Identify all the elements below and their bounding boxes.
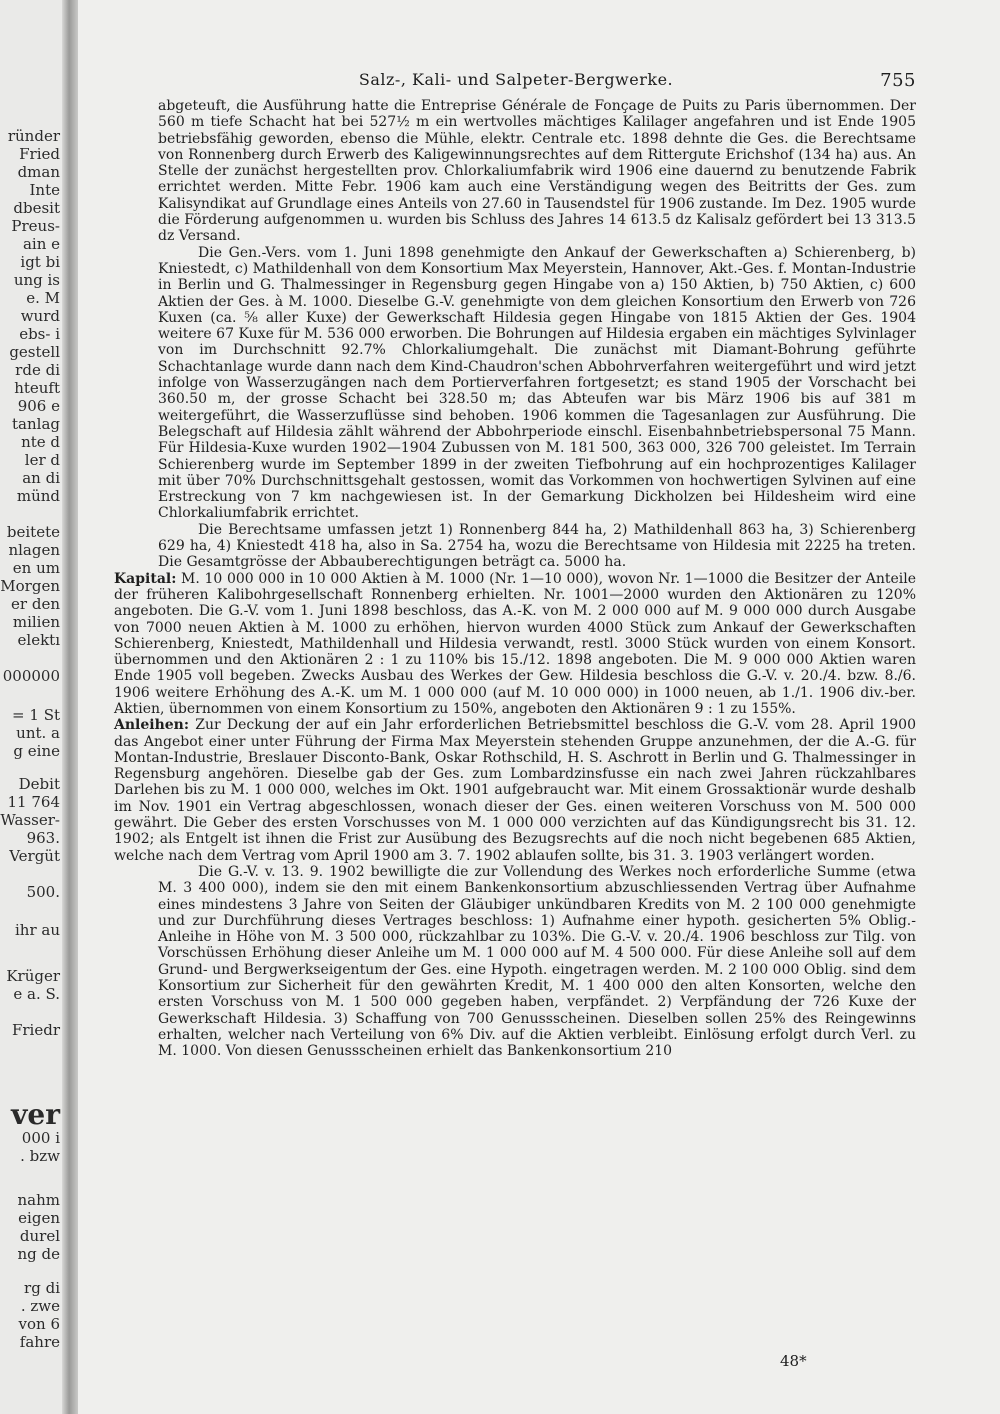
margin-fragment: durel: [19, 1227, 60, 1245]
margin-fragment: unt. a: [16, 724, 60, 742]
paragraph-text: Die Gen.-Vers. vom 1. Juni 1898 genehmigte den Ankauf der Gewerkschaften a) Schierenberg, b) Kniestedt, c) Mathildenhall von dem Konsortium Max Meyerstein, Hannover, Akt.-Ges. f. Montan-Industrie in Berlin und G. Thalmessinger in Regensburg gegen Hingabe von a) 150 Aktien, b) 750 Aktien, c) 600 Aktien der Ges. à M. 1000. Dieselbe G.-V. genehmigte von dem gleichen Konsortium den Erwerb von 726 Kuxen (ca. ⁵⁄₈ aller Kuxe) der Gewerkschaft Hildesia gegen Hingabe von 1815 Aktien der Ges. 1904 weitere 67 Kuxe für M. 536 000 erworben. Die Bohrungen auf Hildesia ergaben ein mächtiges Sylvinlager von im Durchschnitt 92.7% Chlorkaliumgehalt. Die zunächst mit Diamant-Bohrung geführte Schachtanlage wurde dann nach dem Kind-Chaudron'schen Abbohrverfahren weitergeführt und wird jetzt infolge von Wasserzugängen nach dem Portierverfahren fortgesetzt; es stand 1905 der Vorschacht bei 360.50 m, der grosse Schacht bei 328.50 m; das Abteufen war bis März 1906 bis auf 381 m weitergeführt, die Wasserzuflüsse sind behoben. 1906 kommen die Tagesanlagen zur Ausführung. Die Belegschaft auf Hildesia zählt während der Abbohrperiode einschl. Eisenbahnbetriebspersonal 75 Mann. Für Hildesia-Kuxe wurden 1902—1904 Zubussen von M. 181 500, 363 000, 326 700 geleistet. Im Terrain Schierenberg wurde im September 1899 in der zweiten Tiefbohrung auf ein hochprozentiges Kalilager mit über 70% Durchschnittsgehalt gestossen, womit das Vorkommen von hochwertigen Sylvinen auf eine Erstreckung von 7 km nachgewiesen ist. In der Gemarkung Dickholzen bei Hildesheim wird eine Chlorkaliumfabrik errichtet.: [158, 244, 916, 522]
margin-fragment: hteuft: [14, 379, 60, 397]
margin-fragment: ihr au: [15, 921, 60, 939]
margin-fragment: an di: [22, 469, 60, 487]
margin-fragment: beitete: [6, 523, 60, 541]
paragraph: [158, 98, 916, 245]
section-label: Anleihen:: [114, 717, 190, 734]
running-title: Salz-, Kali- und Salpeter-Bergwerke.: [358, 70, 674, 89]
paragraph: [158, 245, 916, 522]
paragraph-text: abgeteuft, die Ausführung hatte die Entreprise Générale de Fonçage de Puits zu Paris übernommen. Der 560 m tiefe Schacht hat bei 527½ m ein wertvolles mächtiges Kalilager angefahren und ist Ende 1905 betriebsfähig geworden, ebenso die Mühle, elektr. Centrale etc. 1898 dehnte die Ges. die Berechtsame von Ronnenberg durch Erwerb des Kaligewinnungsrechtes auf dem Rittergute Erichshof (134 ha) aus. An Stelle der zunächst hergestellten prov. Chlorkaliumfabrik wird 1906 eine dauernd zu benutzende Fabrik errichtet werden. Mitte Febr. 1906 kam auch eine Verständigung wegen des Beitritts der Ges. zum Kalisyndikat auf Grundlage eines Anteils von 27.60 in Tausendstel für 1906 zustande. Im Dez. 1905 wurde die Förderung aufgenommen u. wurden bis Schluss des Jahres 14 613.5 dz Kalisalz gefördert bei 13 313.5 dz Versand.: [158, 98, 916, 245]
margin-fragment: Fried: [19, 145, 60, 163]
margin-fragment: . bzw: [20, 1147, 60, 1165]
margin-fragment: ler d: [24, 451, 60, 469]
page: [116, 70, 916, 1060]
margin-fragment: g eine: [13, 742, 60, 760]
margin-fragment: ründer: [7, 127, 60, 145]
margin-fragment: von 6: [18, 1315, 60, 1333]
margin-fragment: nlagen: [8, 541, 60, 559]
margin-fragment: Vergüt: [9, 847, 60, 865]
margin-fragment: 963.: [26, 829, 60, 847]
margin-fragment: eigen: [18, 1209, 60, 1227]
margin-fragment: ebs- i: [19, 325, 60, 343]
margin-fragment: ng de: [17, 1245, 60, 1263]
margin-fragment: rde di: [15, 361, 60, 379]
margin-fragment: rg di: [24, 1279, 60, 1297]
margin-fragment: . zwe: [20, 1297, 60, 1315]
section-label: Kapital:: [114, 570, 177, 587]
margin-fragment: 000000: [2, 667, 60, 685]
margin-fragment: wurd: [20, 307, 60, 325]
running-header: [116, 70, 916, 98]
margin-fragment: dbesit: [13, 199, 60, 217]
margin-fragment: gestell: [9, 343, 60, 361]
body-text: [116, 98, 916, 1060]
paragraph-text: Die Berechtsame umfassen jetzt 1) Ronnenberg 844 ha, 2) Mathildenhall 863 ha, 3) Schierenberg 629 ha, 4) Kniestedt 418 ha, also in Sa. 2754 ha, wozu die Berechtsame von Hildesia mit 2225 ha treten. Die Gesamtgrösse der Abbauberechtigungen beträgt ca. 5000 ha.: [158, 521, 916, 571]
margin-fragment: 000 i: [21, 1129, 60, 1147]
paragraph: [114, 571, 916, 718]
margin-fragment: en um: [12, 559, 60, 577]
margin-fragment: ung is: [13, 271, 60, 289]
book-gutter: [62, 0, 78, 1414]
margin-fragment: ain e: [22, 235, 60, 253]
margin-fragment: milien: [12, 613, 60, 631]
margin-fragment: Krüger: [6, 967, 60, 985]
margin-fragment: Debit: [18, 775, 60, 793]
margin-fragment: münd: [16, 487, 60, 505]
margin-fragment: Preus-: [11, 217, 60, 235]
paragraph: [158, 864, 916, 1060]
margin-fragment: dman: [17, 163, 60, 181]
paragraph-text: Zur Deckung der auf ein Jahr erforderlichen Betriebsmittel beschloss die G.-V. vom 28. April 1900 das Angebot einer unter Führung der Firma Max Meyerstein stehenden Gruppe anzunehmen, der die A.-G. für Montan-Industrie, Breslauer Disconto-Bank, Oskar Rothschild, H. S. Aschrott in Berlin und G. Thalmessinger in Regensburg angehören. Dieselbe gab der Ges. zum Lombardzinsfusse ein nach zwei Jahren rückzahlbares Darlehen bis zu M. 1 000 000, welches im Okt. 1901 aufgebraucht war. Mit einem Grossaktionär wurde deshalb im Nov. 1901 ein Vertrag abgeschlossen, wonach dieser der Ges. einen weiteren Vorschuss von M. 500 000 gewährt. Die Geber des ersten Vorschusses von M. 1 000 000 verzichten auf das Kündigungsrecht bis 31. 12. 1902; als Entgelt ist ihnen die Frist zur Ausübung des Bezugsrechts auf die noch nicht begebenen 685 Aktien, welche nach dem Vertrag vom April 1900 am 3. 7. 1902 ablaufen sollte, bis 31. 3. 1903 verlängert worden.: [114, 717, 916, 864]
paragraph: [114, 717, 916, 864]
margin-fragment: nte d: [21, 433, 60, 451]
margin-fragment: nahm: [17, 1191, 60, 1209]
paragraph-text: Die G.-V. v. 13. 9. 1902 bewilligte die zur Vollendung des Werkes noch erforderliche Summe (etwa M. 3 400 000), indem sie den mit einem Bankenkonsortium abzuschliessenden Vertrag über Aufnahme eines mindestens 3 Jahre von Seiten der Gläubiger unkündbaren Kredits von M. 2 100 000 genehmigte und zur Durchführung dieses Vertrages beschloss: 1) Aufnahme einer hypoth. gesicherten 5% Oblig.-Anleihe in Höhe von M. 3 500 000, rückzahlbar zu 103%. Die G.-V. v. 20./4. 1906 beschloss zur Tilg. von Vorschüssen Erhöhung dieser Anleihe um M. 1 000 000 auf M. 4 500 000. Für diese Anleihe soll auf dem Grund- und Bergwerkseigentum der Ges. eine Hypoth. eingetragen werden. M. 2 100 000 Oblig. sind dem Konsortium zur Sicherheit für den gewährten Kredit, M. 1 400 000 den alten Konsorten, welche den ersten Vorschuss von M. 1 500 000 gegeben haben, verpfändet. 2) Verpfändung der 726 Kuxe der Gewerkschaft Hildesia. 3) Schaffung von 700 Genussscheinen. Dieselben sollen 25% des Reingewinns erhalten, welcher nach Verteilung von 6% Div. auf die Aktien verbleibt. Einlösung erfolgt durch Verl. zu M. 1000. Von diesen Genussscheinen erhielt das Bankenkonsortium 210: [158, 863, 916, 1060]
margin-fragment: elektı: [17, 631, 60, 649]
signature-mark: 48*: [780, 1352, 807, 1370]
margin-fragment: ver: [11, 1098, 60, 1131]
paragraph-text: M. 10 000 000 in 10 000 Aktien à M. 1000 (Nr. 1—10 000), wovon Nr. 1—1000 die Besitzer der Anteile der früheren Kalibohrgesellschaft Ronnenberg erhielten. Nr. 1001—2000 wurden den Aktionären zu 120% angeboten. Die G.-V. vom 1. Juni 1898 beschloss, das A.-K. von M. 2 000 000 auf M. 9 000 000 durch Ausgabe von 7000 neuen Aktien à M. 1000 zu erhöhen, hiervon wurden 4000 Stück zum Ankauf der Gewerkschaften Schierenberg, Kniestedt, Mathildenhall und Hildesia verwandt, restl. 3000 Stück wurden von einem Konsort. übernommen und den Aktionären 2 : 1 zu 110% bis 15./12. 1898 angeboten. Die M. 9 000 000 Aktien waren Ende 1905 voll begeben. Zwecks Ausbau des Werkes der Gew. Hildesia beschloss die G.-V. v. 20./4. bzw. 8./6. 1906 weitere Erhöhung des A.-K. um M. 1 000 000 (auf M. 10 000 000) in 1000 neuen, ab 1./1. 1906 div.-ber. Aktien, übernommen von einem Konsortium zu 150%, angeboten den Aktionären 9 : 1 zu 155%.: [114, 570, 917, 717]
previous-page-edge: [0, 0, 62, 1414]
margin-fragment: er den: [11, 595, 60, 613]
margin-fragment: 11 764: [7, 793, 60, 811]
margin-fragment: 500.: [26, 883, 60, 901]
page-number: 755: [880, 70, 916, 91]
margin-fragment: tanlag: [12, 415, 60, 433]
margin-fragment: Inte: [29, 181, 60, 199]
margin-fragment: igt bi: [20, 253, 60, 271]
margin-fragment: 906 e: [17, 397, 60, 415]
margin-fragment: = 1 St: [12, 706, 60, 724]
margin-fragment: e. M: [26, 289, 60, 307]
paragraph: [158, 522, 916, 571]
margin-fragment: e a. S.: [13, 985, 60, 1003]
margin-fragment: Morgen: [0, 577, 60, 595]
margin-fragment: Friedr: [11, 1021, 60, 1039]
margin-fragment: Wasser-: [0, 811, 60, 829]
margin-fragment: fahre: [19, 1333, 60, 1351]
